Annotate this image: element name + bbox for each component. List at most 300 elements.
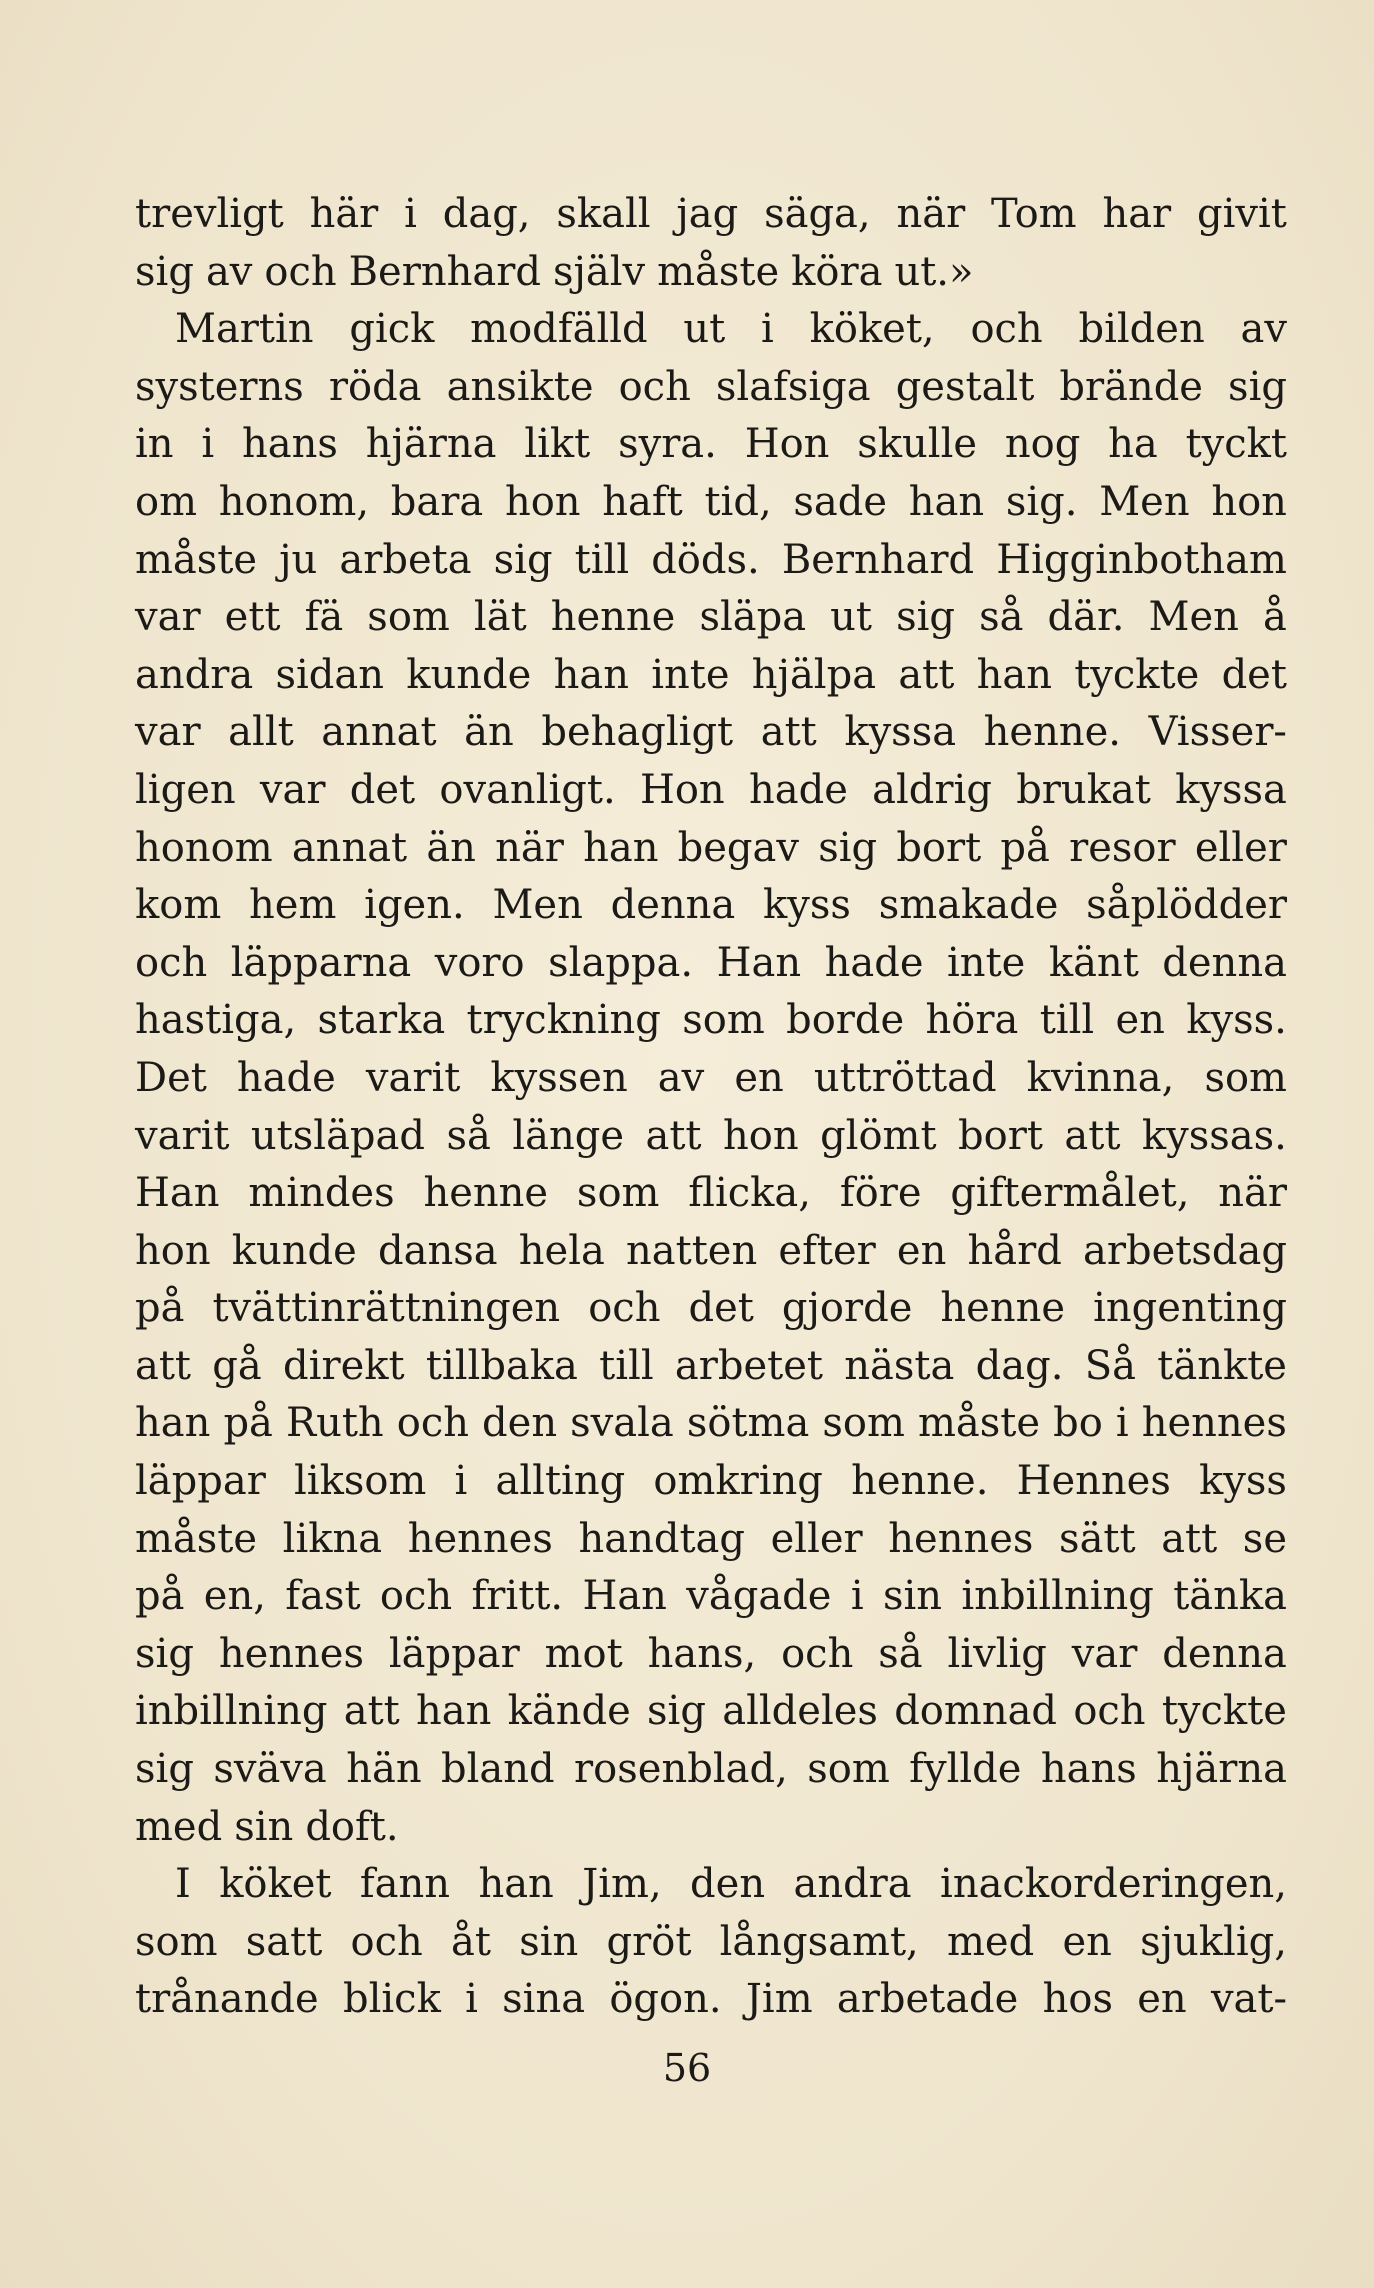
word: än xyxy=(426,824,476,871)
word: Hon xyxy=(744,421,830,468)
word: sötma xyxy=(686,1400,810,1447)
word: den xyxy=(690,1861,766,1908)
text-line xyxy=(135,474,1287,532)
word: arbetet xyxy=(674,1342,823,1389)
word: ju xyxy=(279,536,318,583)
word: handtag xyxy=(578,1515,745,1562)
word: kyss. xyxy=(1186,997,1287,1044)
word: i xyxy=(454,1458,468,1505)
word: direkt xyxy=(283,1342,405,1389)
word: Han xyxy=(135,1170,220,1217)
word: på xyxy=(223,1400,273,1447)
word: tid, xyxy=(704,478,772,525)
word: andra xyxy=(793,1861,912,1908)
word: så xyxy=(979,594,1024,641)
word: av xyxy=(1240,306,1287,353)
word: sidan xyxy=(275,651,384,698)
text-line xyxy=(135,647,1287,705)
text-line xyxy=(135,589,1287,647)
word: rosenblad, xyxy=(574,1746,788,1793)
word: tryckning xyxy=(466,997,661,1044)
word: hon xyxy=(722,1112,799,1159)
word: måste xyxy=(135,1515,258,1562)
word: Men xyxy=(1099,478,1190,525)
word: än xyxy=(464,709,514,756)
word: kyssa xyxy=(844,709,957,756)
word: bo xyxy=(1053,1400,1103,1447)
word: kyssen xyxy=(490,1054,628,1101)
word: arbetsdag xyxy=(1083,1227,1287,1274)
text-line xyxy=(135,762,1287,820)
word: igen. xyxy=(364,882,465,929)
word: att xyxy=(1161,1515,1218,1562)
word: allt xyxy=(228,709,294,756)
word: en xyxy=(1062,1918,1112,1965)
text-line xyxy=(135,1683,1287,1741)
word: satt xyxy=(245,1918,323,1965)
word: begav xyxy=(677,824,799,871)
word: bort xyxy=(958,1112,1043,1159)
word: henne xyxy=(550,594,676,641)
word: gick xyxy=(349,306,435,353)
word: sig xyxy=(493,536,553,583)
word: när xyxy=(896,191,966,237)
text-line xyxy=(135,359,1287,417)
word: sig xyxy=(135,248,194,295)
text-line xyxy=(135,1626,1287,1684)
text-line xyxy=(135,935,1287,993)
word: Jim, xyxy=(582,1861,662,1908)
word: Det xyxy=(135,1054,207,1101)
word: gröt xyxy=(606,1918,692,1965)
word: själv xyxy=(552,248,646,295)
word: å xyxy=(1262,594,1287,641)
text-line xyxy=(135,1338,1287,1396)
word: sig xyxy=(647,1688,706,1735)
word: sig xyxy=(1228,363,1287,410)
word: Han xyxy=(716,939,802,986)
word: i xyxy=(465,1976,478,2023)
word: behagligt xyxy=(541,709,734,756)
word: starka xyxy=(317,997,446,1044)
word: bland xyxy=(441,1746,555,1793)
word: gestalt xyxy=(895,363,1035,410)
word: sig xyxy=(135,1630,194,1677)
word: Ruth xyxy=(285,1400,384,1447)
text-line xyxy=(135,1568,1287,1626)
word: var xyxy=(135,709,201,756)
word: Martin xyxy=(175,306,314,353)
word: ansikte xyxy=(446,363,594,410)
word: vågade xyxy=(686,1573,832,1620)
word: hon xyxy=(504,478,581,525)
word: i xyxy=(404,191,417,237)
word: hjälpa xyxy=(751,651,877,698)
word: fritt. xyxy=(471,1573,564,1620)
word: så xyxy=(878,1630,923,1677)
word: dag, xyxy=(442,191,531,237)
word: utsläpad xyxy=(250,1112,425,1159)
text-line xyxy=(135,992,1287,1050)
word: läpparna xyxy=(230,939,412,986)
word: höra xyxy=(925,997,1019,1044)
word: henne xyxy=(423,1170,549,1217)
word: henne. xyxy=(983,709,1122,756)
text-line xyxy=(135,1223,1287,1281)
word: en xyxy=(896,1227,947,1274)
word: han xyxy=(583,824,659,871)
word: röda xyxy=(328,363,422,410)
word: Men xyxy=(492,882,583,929)
word: eller xyxy=(770,1515,863,1562)
word: svala xyxy=(570,1400,674,1447)
word: när xyxy=(1218,1170,1287,1217)
word: före xyxy=(839,1170,922,1217)
word: ut xyxy=(683,306,726,353)
text-line xyxy=(135,1050,1287,1108)
text-line xyxy=(135,1799,1287,1857)
word: inte xyxy=(947,939,1026,986)
word: hon xyxy=(1211,478,1287,525)
word: som xyxy=(1204,1054,1287,1101)
word: köket, xyxy=(809,306,935,353)
word: och xyxy=(781,1630,854,1677)
word: på xyxy=(135,1573,185,1620)
word: i xyxy=(761,306,774,353)
word: Tom xyxy=(991,191,1077,237)
word: nästa xyxy=(844,1342,955,1389)
text-line xyxy=(135,1165,1287,1223)
word: arbeta xyxy=(339,536,472,583)
word: trånande xyxy=(135,1976,319,2023)
word: måste xyxy=(917,1400,1041,1447)
word: sig xyxy=(135,1746,194,1793)
word: som xyxy=(682,997,765,1044)
word: hans xyxy=(242,421,338,468)
word: hem xyxy=(249,882,337,929)
word: sin xyxy=(882,1573,943,1620)
word: sig xyxy=(896,594,955,641)
word: i xyxy=(201,421,215,468)
word: Hennes xyxy=(1016,1458,1171,1505)
word: säga, xyxy=(764,191,871,237)
word: doft. xyxy=(305,1803,399,1850)
word: eller xyxy=(1194,824,1287,871)
word: läppar xyxy=(388,1630,520,1677)
word: länge xyxy=(512,1112,625,1159)
word: gå xyxy=(212,1342,262,1389)
word: denna xyxy=(610,882,736,929)
word: och xyxy=(588,1285,661,1332)
word: att xyxy=(1064,1112,1121,1159)
text-line xyxy=(135,1280,1287,1338)
word: nog xyxy=(1004,421,1081,468)
word: han xyxy=(553,651,629,698)
word: hela xyxy=(518,1227,605,1274)
word: skulle xyxy=(857,421,978,468)
word: så xyxy=(446,1112,491,1159)
word: livlig xyxy=(947,1630,1047,1677)
word: den xyxy=(482,1400,558,1447)
text-line xyxy=(135,1971,1287,2029)
word: allting xyxy=(495,1458,626,1505)
word: sig xyxy=(818,824,878,871)
word: dansa xyxy=(378,1227,498,1274)
word: flicka, xyxy=(688,1170,811,1217)
word: var xyxy=(259,766,326,813)
word: borde xyxy=(786,997,905,1044)
word: kunde xyxy=(231,1227,357,1274)
word: varit xyxy=(365,1054,461,1101)
word: som xyxy=(576,1170,660,1217)
word: hans, xyxy=(647,1630,757,1677)
word: smakade xyxy=(878,882,1059,929)
word: fyllde xyxy=(909,1746,1022,1793)
word: sade xyxy=(793,478,888,525)
word: hennes xyxy=(218,1630,364,1677)
word: som xyxy=(367,594,450,641)
word: inbillning xyxy=(961,1573,1154,1620)
word: Men xyxy=(1148,594,1239,641)
word: ut xyxy=(830,594,872,641)
word: hans xyxy=(1040,1746,1137,1793)
word: att xyxy=(645,1112,702,1159)
text-line xyxy=(135,1856,1287,1914)
text-line xyxy=(135,416,1287,474)
word: en, xyxy=(203,1573,266,1620)
word: sväva xyxy=(213,1746,327,1793)
word: ingenting xyxy=(1093,1285,1287,1332)
text-line xyxy=(135,301,1287,359)
word: likt xyxy=(524,421,591,468)
text-line xyxy=(135,1511,1287,1569)
word: denna xyxy=(1162,939,1287,986)
word: Jim xyxy=(745,1976,813,2023)
text-line xyxy=(135,1741,1287,1799)
word: till xyxy=(574,536,630,583)
word: kände xyxy=(507,1688,631,1735)
word: det xyxy=(349,766,416,813)
word: köket xyxy=(219,1861,332,1908)
word: det xyxy=(688,1285,754,1332)
word: kyssa xyxy=(1175,766,1287,813)
word: fast xyxy=(285,1573,361,1620)
word: det xyxy=(1221,651,1287,698)
word: tvättinrättningen xyxy=(212,1285,561,1332)
word: bara xyxy=(390,478,484,525)
word: på xyxy=(1000,824,1050,871)
word: släpa xyxy=(699,594,807,641)
word: lät xyxy=(473,594,527,641)
word: han xyxy=(416,1688,492,1735)
word: och xyxy=(135,939,208,986)
word: honom, xyxy=(218,478,370,525)
word: tyckte xyxy=(1161,1688,1287,1735)
word: modfälld xyxy=(470,306,648,353)
word: tyckte xyxy=(1074,651,1200,698)
word: trevligt xyxy=(135,191,284,237)
word: in xyxy=(135,421,174,468)
word: hennes xyxy=(1141,1400,1287,1447)
word: glömt xyxy=(820,1112,937,1159)
word: fann xyxy=(359,1861,451,1908)
word: blick xyxy=(342,1976,441,2023)
word: i xyxy=(1115,1400,1129,1447)
word: jag xyxy=(676,191,739,237)
word: har xyxy=(1102,191,1172,237)
text-line xyxy=(135,820,1287,878)
word: såplödder xyxy=(1086,882,1287,929)
word: hård xyxy=(967,1227,1062,1274)
word: annat xyxy=(291,824,408,871)
word: voro xyxy=(434,939,525,986)
word: liksom xyxy=(294,1458,427,1505)
word: hastiga, xyxy=(135,997,297,1044)
word: med xyxy=(946,1918,1035,1965)
word: hjärna xyxy=(1156,1746,1287,1793)
word: kom xyxy=(135,882,222,929)
word: han xyxy=(908,478,985,525)
word: ut.» xyxy=(894,248,974,295)
word: som xyxy=(822,1400,905,1447)
text-line xyxy=(135,244,1287,302)
word: hon xyxy=(135,1227,211,1274)
word: syra. xyxy=(618,421,717,468)
word: till xyxy=(599,1342,654,1389)
word: ett xyxy=(224,594,281,641)
word: och xyxy=(970,306,1043,353)
word: denna xyxy=(1162,1630,1287,1677)
word: Visser- xyxy=(1148,709,1287,756)
word: och xyxy=(396,1400,469,1447)
word: ovanligt. xyxy=(439,766,616,813)
text-line xyxy=(135,1453,1287,1511)
text-line xyxy=(135,877,1287,935)
word: han xyxy=(976,651,1052,698)
word: varit xyxy=(135,1112,230,1159)
word: haft xyxy=(602,478,683,525)
word: arbetade xyxy=(836,1976,1019,2023)
word: sina xyxy=(502,1976,586,2023)
word: döds. xyxy=(651,536,760,583)
word: kyssas. xyxy=(1141,1112,1287,1159)
text-line xyxy=(135,1395,1287,1453)
word: omkring xyxy=(653,1458,823,1505)
word: resor xyxy=(1069,824,1176,871)
word: och xyxy=(350,1918,423,1965)
word: i xyxy=(850,1573,864,1620)
word: och xyxy=(618,363,691,410)
word: att xyxy=(135,1342,191,1389)
word: han xyxy=(478,1861,554,1908)
word: var xyxy=(135,594,201,641)
word: slafsiga xyxy=(715,363,871,410)
word: en xyxy=(1137,1976,1187,2023)
word: måste xyxy=(657,248,780,295)
word: av xyxy=(657,1054,705,1101)
word: hade xyxy=(824,939,924,986)
word: inbillning xyxy=(135,1688,328,1735)
word: slappa. xyxy=(548,939,694,986)
text-line xyxy=(135,704,1287,762)
word: köra xyxy=(791,248,883,295)
word: hos xyxy=(1042,1976,1113,2023)
word: bort xyxy=(896,824,982,871)
text-line xyxy=(135,1914,1287,1972)
word: hade xyxy=(748,766,848,813)
word: ha xyxy=(1108,421,1158,468)
word: en xyxy=(734,1054,784,1101)
word: sig. xyxy=(1005,478,1078,525)
word: alldeles xyxy=(722,1688,878,1735)
word: henne. xyxy=(851,1458,989,1505)
word: se xyxy=(1242,1515,1287,1562)
word: mot xyxy=(544,1630,623,1677)
word: Han xyxy=(582,1573,667,1620)
word: hennes xyxy=(888,1515,1034,1562)
word: kyss xyxy=(1199,1458,1287,1505)
word: när xyxy=(495,824,564,871)
word: tyckt xyxy=(1185,421,1287,468)
word: långsamt, xyxy=(719,1918,919,1965)
word: kunde xyxy=(406,651,532,698)
word: hennes xyxy=(407,1515,553,1562)
word: på xyxy=(135,1285,185,1332)
word: som xyxy=(135,1918,218,1965)
word: hjärna xyxy=(365,421,497,468)
word: med xyxy=(135,1803,223,1850)
word: hän xyxy=(346,1746,422,1793)
word: sin xyxy=(519,1918,579,1965)
word: Bernhard xyxy=(781,536,975,583)
word: kvinna, xyxy=(1026,1054,1175,1101)
word: var xyxy=(1071,1630,1138,1677)
word: vat- xyxy=(1210,1976,1287,2023)
word: aldrig xyxy=(872,766,992,813)
word: inackorderingen, xyxy=(940,1861,1287,1908)
word: domnad xyxy=(894,1688,1058,1735)
word: här xyxy=(309,191,379,237)
word: ligen xyxy=(135,766,236,813)
body-text xyxy=(135,186,1287,2029)
word: tänka xyxy=(1173,1573,1287,1620)
page-number: 56 xyxy=(662,2046,712,2090)
word: andra xyxy=(135,651,254,698)
word: natten xyxy=(626,1227,758,1274)
word: Higginbotham xyxy=(996,536,1287,583)
word: och xyxy=(379,1573,453,1620)
word: sjuklig, xyxy=(1140,1918,1287,1965)
word: hade xyxy=(236,1054,336,1101)
word: han xyxy=(135,1400,211,1447)
word: mindes xyxy=(248,1170,395,1217)
word: att xyxy=(343,1688,400,1735)
word: systerns xyxy=(135,363,304,410)
word: Så xyxy=(1084,1342,1136,1389)
word: känt xyxy=(1048,939,1139,986)
word: bilden xyxy=(1078,306,1205,353)
word: sin xyxy=(234,1803,294,1850)
word: brukat xyxy=(1016,766,1151,813)
word: läppar xyxy=(135,1458,266,1505)
text-line xyxy=(135,1108,1287,1166)
word: Hon xyxy=(639,766,725,813)
word: om xyxy=(135,478,198,525)
word: åt xyxy=(451,1918,491,1965)
word: giftermålet, xyxy=(950,1170,1190,1217)
word: Bernhard xyxy=(348,248,541,295)
word: dag. xyxy=(975,1342,1064,1389)
